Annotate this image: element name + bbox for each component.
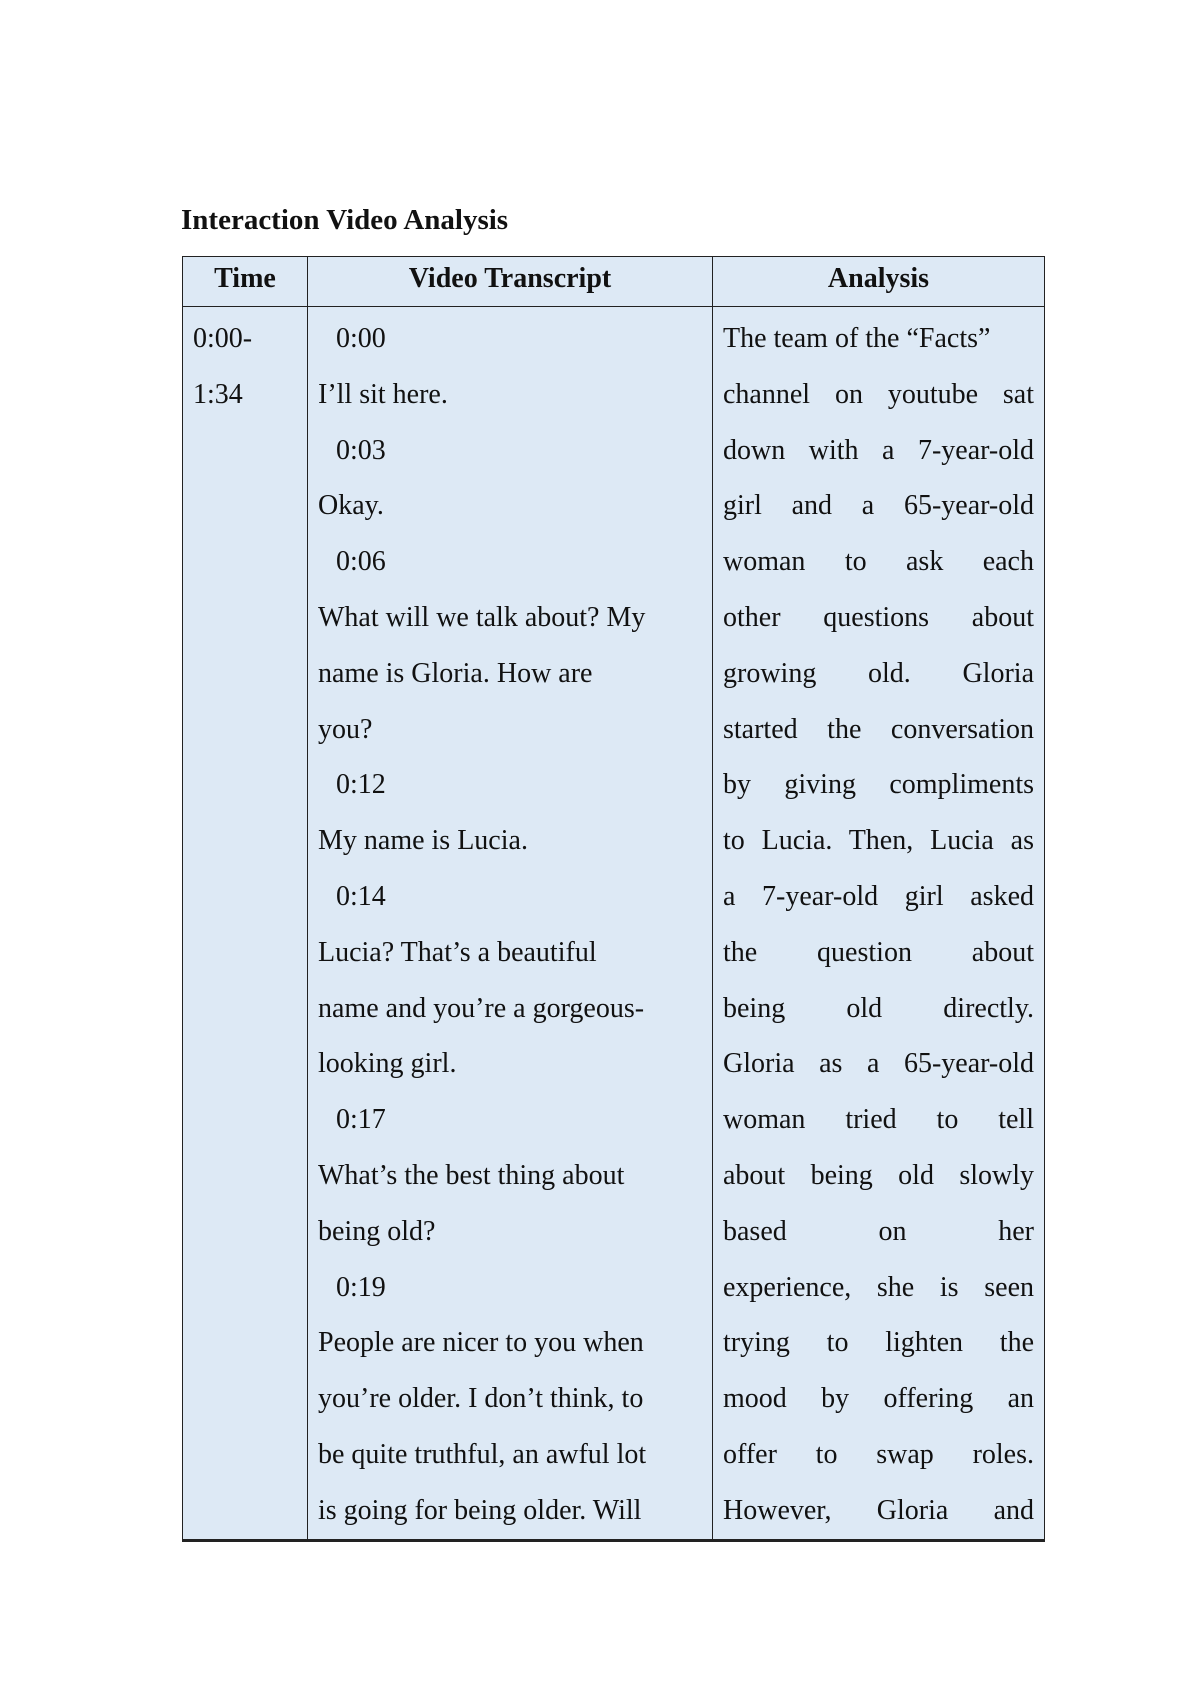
transcript-line: What will we talk about? My <box>318 601 646 633</box>
interaction-analysis-table <box>182 256 1045 1542</box>
timestamp: 0:17 <box>336 1104 386 1136</box>
analysis-line: channel on youtube sat <box>723 378 1034 410</box>
transcript-line: What’s the best thing about <box>318 1159 625 1191</box>
analysis-line: The team of the “Facts” <box>723 323 991 354</box>
timestamp: 0:19 <box>336 1271 386 1303</box>
analysis-line: a 7-year-old girl asked <box>723 880 1034 912</box>
transcript-line: Okay. <box>318 490 384 522</box>
table-row <box>183 307 1045 1541</box>
analysis-line: woman tried to tell <box>723 1104 1034 1136</box>
analysis-line: girl and a 65-year-old <box>723 490 1034 522</box>
time-line: 1:34 <box>193 378 243 410</box>
analysis-line: to Lucia. Then, Lucia as <box>723 825 1034 857</box>
header-time: Time <box>183 257 308 307</box>
transcript-cell <box>308 307 713 1541</box>
analysis-line: mood by offering an <box>723 1383 1034 1415</box>
time-cell <box>183 307 308 1541</box>
analysis-line: Gloria as a 65-year-old <box>723 1048 1034 1080</box>
analysis-cell <box>713 307 1045 1541</box>
timestamp: 0:06 <box>336 546 386 578</box>
transcript-line: name is Gloria. How are <box>318 657 593 689</box>
transcript-line: you’re older. I don’t think, to <box>318 1383 644 1415</box>
analysis-line: experience, she is seen <box>723 1271 1034 1303</box>
transcript-line: you? <box>318 713 373 745</box>
analysis-line: growing old. Gloria <box>723 657 1034 689</box>
analysis-line: down with a 7-year-old <box>723 434 1034 466</box>
analysis-line: based on her <box>723 1215 1034 1247</box>
analysis-line: about being old slowly <box>723 1159 1034 1191</box>
analysis-line: However, Gloria and <box>723 1494 1034 1526</box>
transcript-line: is going for being older. Will <box>318 1494 642 1526</box>
transcript-line: I’ll sit here. <box>318 378 448 410</box>
transcript-line: being old? <box>318 1215 436 1247</box>
timestamp: 0:03 <box>336 434 386 466</box>
table-header-row <box>183 257 1045 307</box>
analysis-line: woman to ask each <box>723 546 1034 578</box>
analysis-line: the question about <box>723 936 1034 968</box>
timestamp: 0:12 <box>336 769 386 801</box>
analysis-line: other questions about <box>723 601 1034 633</box>
time-line: 0:00- <box>193 323 253 354</box>
analysis-line: by giving compliments <box>723 769 1034 801</box>
analysis-line: started the conversation <box>723 713 1034 745</box>
header-video-transcript: Video Transcript <box>308 257 713 307</box>
timestamp: 0:00 <box>336 323 386 354</box>
transcript-line: name and you’re a gorgeous- <box>318 992 645 1024</box>
transcript-line: Lucia? That’s a beautiful <box>318 936 597 968</box>
timestamp: 0:14 <box>336 880 386 912</box>
analysis-line: offer to swap roles. <box>723 1438 1034 1470</box>
analysis-line: trying to lighten the <box>723 1327 1034 1359</box>
transcript-line: People are nicer to you when <box>318 1327 644 1359</box>
page-title: Interaction Video Analysis <box>181 204 509 236</box>
transcript-line: My name is Lucia. <box>318 825 528 857</box>
transcript-line: looking girl. <box>318 1048 457 1080</box>
header-analysis: Analysis <box>713 257 1045 307</box>
analysis-line: being old directly. <box>723 992 1034 1024</box>
transcript-line: be quite truthful, an awful lot <box>318 1438 647 1470</box>
